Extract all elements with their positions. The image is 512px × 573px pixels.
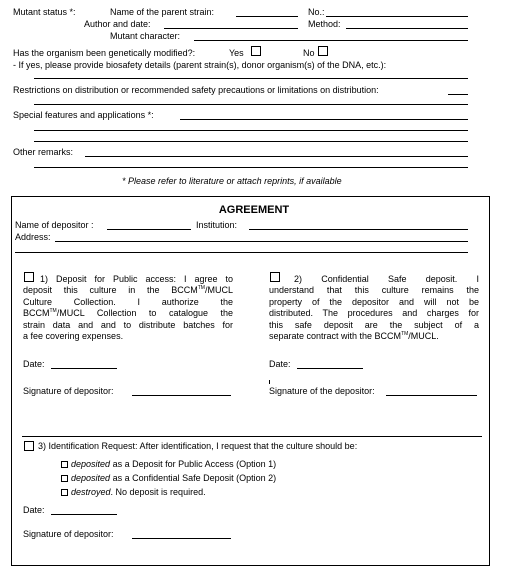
mutant-character-field[interactable] — [194, 40, 468, 41]
method-field[interactable] — [346, 28, 468, 29]
mutant-status-label: Mutant status *: — [13, 7, 76, 17]
option2-line-1: 2) Confidential Safe deposit. I — [294, 274, 479, 284]
option2-line-2: understand that this culture remains the — [269, 285, 479, 295]
special-features-field-2[interactable] — [34, 130, 468, 131]
method-label: Method: — [308, 19, 341, 29]
institution-field[interactable] — [249, 229, 468, 230]
option3-signature-field[interactable] — [132, 538, 231, 539]
option1-signature-label: Signature of depositor: — [23, 386, 114, 396]
author-date-field[interactable] — [164, 28, 298, 29]
option1-line-6: a fee covering expenses. — [23, 331, 124, 341]
special-features-field-1[interactable] — [180, 119, 468, 120]
option1-line-5: strain data and and to distribute batches for — [23, 320, 233, 330]
other-remarks-label: Other remarks: — [13, 147, 74, 157]
literature-note: * Please refer to literature or attach reprints, if available — [122, 176, 342, 186]
gm-question: Has the organism been genetically modified?: — [13, 48, 196, 58]
gm-yes-label: Yes — [229, 48, 244, 58]
option2-date-field[interactable] — [297, 368, 363, 369]
option3-checkbox[interactable] — [24, 441, 34, 451]
depositor-name-label: Name of depositor : — [15, 220, 94, 230]
depositor-name-field[interactable] — [107, 229, 191, 230]
option3-date-label: Date: — [23, 505, 45, 515]
gm-no-checkbox[interactable] — [318, 46, 328, 56]
suboption-destroyed-checkbox[interactable] — [61, 489, 68, 496]
option1-date-field[interactable] — [51, 368, 117, 369]
option2-signature-label: Signature of the depositor: — [269, 386, 375, 396]
option3-signature-label: Signature of depositor: — [23, 529, 114, 539]
biosafety-field[interactable] — [34, 78, 468, 79]
number-label: No.: — [308, 7, 325, 17]
suboption-confidential-label: deposited as a Confidential Safe Deposit (Option 2) — [71, 473, 277, 483]
mutant-character-label: Mutant character: — [110, 31, 181, 41]
option2-signature-field[interactable] — [386, 395, 477, 396]
option2-line-3: property of the depositor and will not be — [269, 297, 479, 307]
gm-yes-checkbox[interactable] — [251, 46, 261, 56]
address-field-1[interactable] — [55, 241, 468, 242]
gm-no-label: No — [303, 48, 315, 58]
option-divider — [22, 436, 482, 437]
parent-strain-label: Name of the parent strain: — [110, 7, 215, 17]
option2-date-label: Date: — [269, 359, 291, 369]
number-field[interactable] — [326, 16, 468, 17]
option1-checkbox[interactable] — [24, 272, 34, 282]
option2-tick-mark — [269, 380, 270, 384]
address-label: Address: — [15, 232, 51, 242]
other-remarks-field-1[interactable] — [85, 156, 468, 157]
address-field-2[interactable] — [15, 252, 468, 253]
restrictions-label: Restrictions on distribution or recommended safety precautions or limitations on distribution: — [13, 85, 379, 95]
option2-checkbox[interactable] — [270, 272, 280, 282]
restrictions-field-2[interactable] — [34, 104, 468, 105]
option1-line-2: deposit this culture in the BCCM™/MUCL — [23, 285, 233, 295]
suboption-public-label: deposited as a Deposit for Public Access (Option 1) — [71, 459, 277, 469]
option1-line-1: 1) Deposit for Public access: I agree to — [40, 274, 233, 284]
option1-signature-field[interactable] — [132, 395, 231, 396]
option2-line-4: distributed. The procedures and charges for — [269, 308, 479, 318]
parent-strain-field[interactable] — [236, 16, 298, 17]
option3-date-field[interactable] — [51, 514, 117, 515]
option3-label: 3) Identification Request: After identification, I request that the culture should be: — [38, 441, 358, 451]
other-remarks-field-2[interactable] — [34, 167, 468, 168]
special-features-label: Special features and applications *: — [13, 110, 154, 120]
option1-line-3: Culture Collection. I authorize the — [23, 297, 233, 307]
option2-line-5: this safe deposit are the subject of a — [269, 320, 479, 330]
author-date-label: Author and date: — [84, 19, 151, 29]
option1-line-4: BCCM™/MUCL Collection to catalogue the — [23, 308, 233, 318]
option1-date-label: Date: — [23, 359, 45, 369]
suboption-confidential-checkbox[interactable] — [61, 475, 68, 482]
option2-line-6: separate contract with the BCCM™/MUCL. — [269, 331, 439, 341]
suboption-public-checkbox[interactable] — [61, 461, 68, 468]
gm-ifyes-text: - If yes, please provide biosafety details (parent strain(s), donor organism(s) of the DNA, etc.): — [13, 60, 387, 70]
agreement-title: AGREEMENT — [218, 204, 290, 216]
suboption-destroyed-label: destroyed. No deposit is required. — [71, 487, 206, 497]
restrictions-field-1[interactable] — [448, 94, 468, 95]
special-features-field-3[interactable] — [34, 141, 468, 142]
institution-label: Institution: — [196, 220, 238, 230]
